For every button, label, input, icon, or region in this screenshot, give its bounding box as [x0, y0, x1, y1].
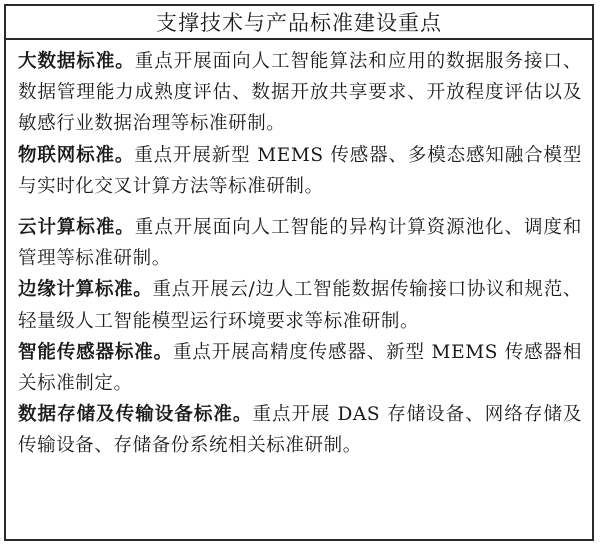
table-body — [6, 40, 592, 462]
entry-text: 重点开展面向人工智能算法和应用的数据服务接口、数据管理能力成熟度评估、数据开放共享要求、开放程度评估以及敏感行业数据治理等标准研制。 — [18, 51, 582, 135]
entry-term: 边缘计算标准。 — [18, 279, 153, 301]
entry-term: 大数据标准。 — [18, 51, 135, 72]
entry-term: 数据存储及传输设备标准。 — [18, 404, 253, 426]
entry-text: 重点开展高精度传感器、新型 MEMS 传感器相关标准制定。 — [18, 341, 582, 395]
entry-text: 重点开展新型 MEMS 传感器、多模态感知融合模型与实时化交叉计算方法等标准研制。 — [18, 144, 582, 197]
entry-cloud-computing — [18, 212, 582, 274]
entry-big-data — [18, 46, 582, 140]
table-title: 支撑技术与产品标准建设重点 — [156, 11, 442, 35]
entry-data-storage — [18, 399, 582, 461]
entry-smart-sensor — [18, 337, 582, 399]
entry-text: 重点开展 DAS 存储设备、网络存储及传输设备、存储备份系统相关标准研制。 — [18, 404, 583, 457]
standards-table — [4, 4, 594, 541]
entry-term: 物联网标准。 — [18, 144, 135, 166]
entry-term: 智能传感器标准。 — [18, 341, 173, 363]
entry-term: 云计算标准。 — [18, 217, 135, 239]
entry-iot — [18, 140, 582, 202]
entry-edge-computing — [18, 274, 582, 336]
entry-text: 重点开展云/边人工智能数据传输接口协议和规范、轻量级人工智能模型运行环境要求等标准研制。 — [18, 279, 583, 332]
entry-text: 重点开展面向人工智能的异构计算资源池化、调度和管理等标准研制。 — [18, 217, 582, 270]
table-header — [6, 6, 592, 40]
